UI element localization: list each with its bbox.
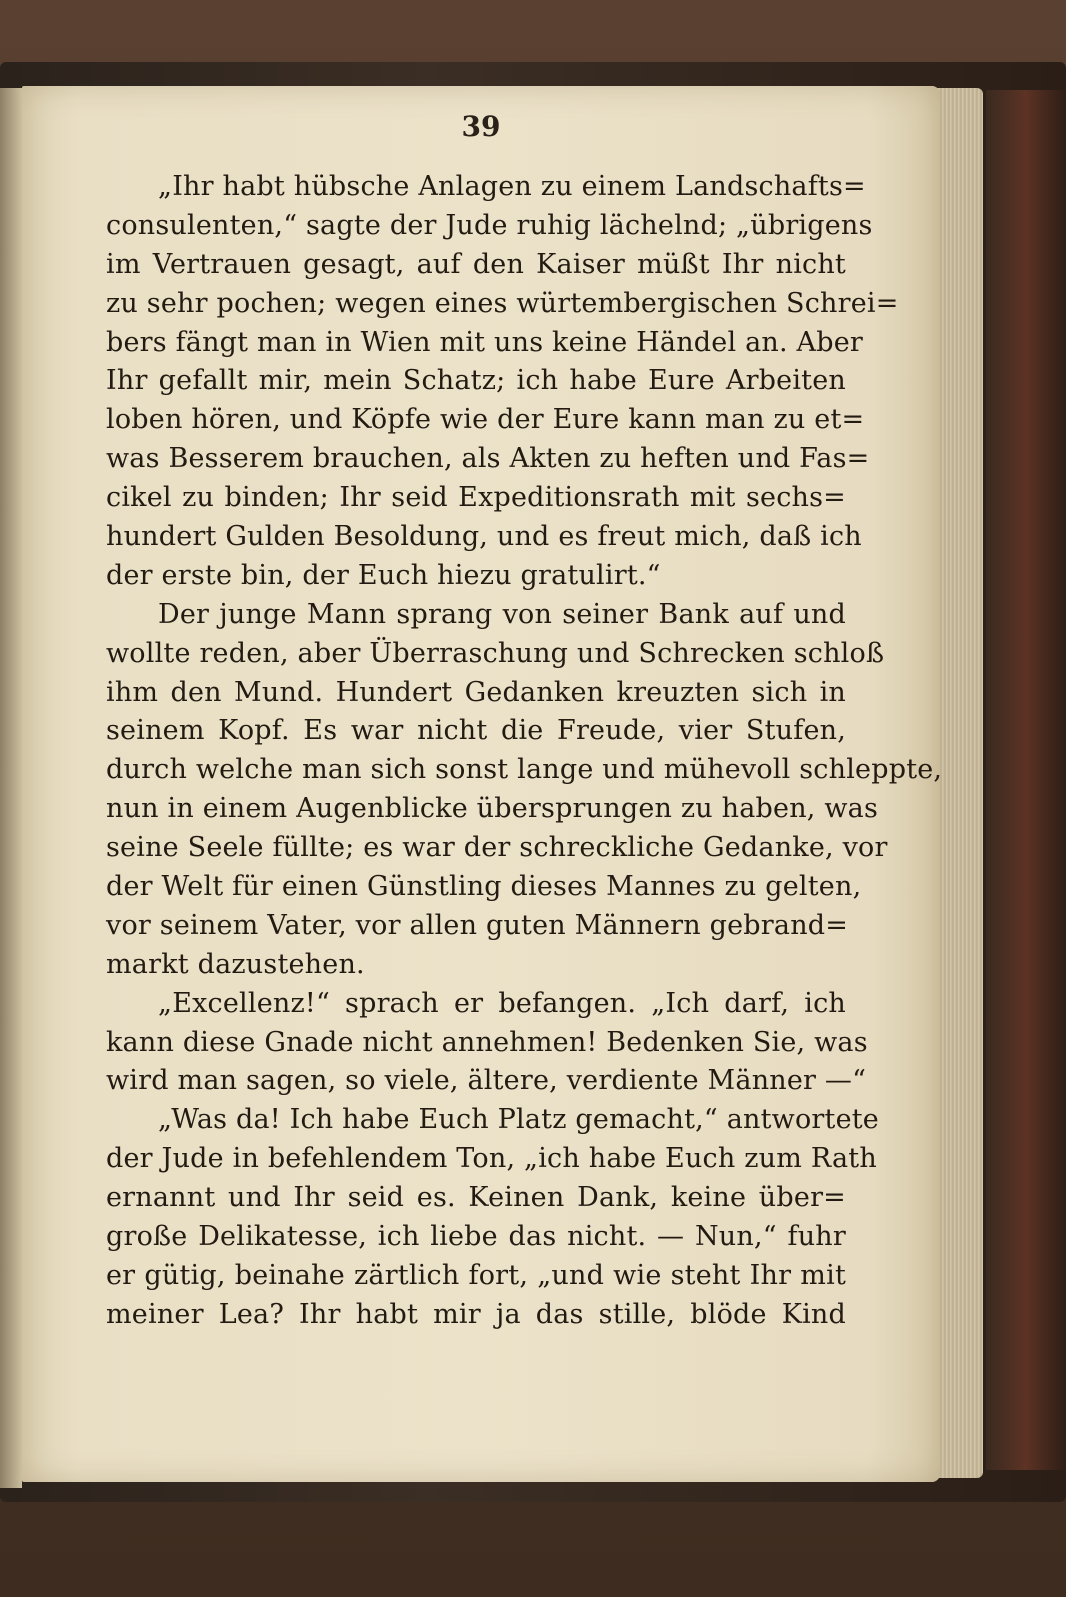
text-line: im Vertrauen gesagt, auf den Kaiser müßt Ihr nicht [106,248,846,280]
body-text [106,168,943,1335]
text-line: bers fängt man in Wien mit uns keine Händel an. Aber [106,326,863,358]
text-line: loben hören, und Köpfe wie der Eure kann man zu et= [106,404,865,436]
text-line: Der junge Mann sprang von seiner Bank auf und [158,598,846,630]
text-line: consulenten,“ sagte der Jude ruhig lächelnd; „übrigens [106,209,873,241]
text-line: kann diese Gnade nicht annehmen! Bedenken Sie, was [106,1026,868,1058]
page-stack-edge [935,88,983,1478]
text-line: ihm den Mund. Hundert Gedanken kreuzten sich in [106,676,846,708]
text-line: große Delikatesse, ich liebe das nicht. — Nun,“ fuhr [106,1221,846,1253]
text-line: seine Seele füllte; es war der schreckliche Gedanke, vor [106,832,888,864]
text-line: der erste bin, der Euch hiezu gratulirt.“ [106,559,661,591]
text-line: meiner Lea? Ihr habt mir ja das stille, blöde Kind [106,1298,846,1330]
text-line: was Besserem brauchen, als Akten zu heften und Fas= [106,443,870,475]
text-line: durch welche man sich sonst lange und mühevoll schleppte, [106,754,943,786]
text-line: Ihr gefallt mir, mein Schatz; ich habe Eure Arbeiten [106,365,846,397]
text-line: wollte reden, aber Überraschung und Schrecken schloß [106,637,885,669]
text-line: der Welt für einen Günstling dieses Mannes zu gelten, [106,871,862,903]
text-line: cikel zu binden; Ihr seid Expeditionsrath mit sechs= [106,482,846,514]
text-line: seinem Kopf. Es war nicht die Freude, vier Stufen, [106,715,846,747]
text-line: er gütig, beinahe zärtlich fort, „und wie steht Ihr mit [106,1259,846,1291]
page-number: 39 [461,110,501,143]
text-line: markt dazustehen. [106,948,365,980]
text-line: „Ihr habt hübsche Anlagen zu einem Landschafts= [158,171,866,202]
text-line: „Excellenz!“ sprach er befangen. „Ich darf, ich [158,987,846,1019]
text-line: wird man sagen, so viele, ältere, verdiente Männer —“ [106,1065,867,1097]
text-line: vor seinem Vater, vor allen guten Männern gebrand= [106,909,849,941]
text-line: der Jude in befehlendem Ton, „ich habe Euch zum Rath [106,1143,877,1175]
book-cover-right-edge [986,90,1066,1470]
text-line: zu sehr pochen; wegen eines würtembergischen Schrei= [106,287,899,319]
text-line: ernannt und Ihr seid es. Keinen Dank, keine über= [106,1182,846,1214]
text-line: nun in einem Augenblicke übersprungen zu haben, was [106,793,879,825]
text-line: hundert Gulden Besoldung, und es freut mich, daß ich [106,521,862,553]
book-page [22,86,943,1482]
left-page-edge [0,88,22,1488]
text-line: „Was da! Ich habe Euch Platz gemacht,“ antwortete [158,1104,879,1136]
